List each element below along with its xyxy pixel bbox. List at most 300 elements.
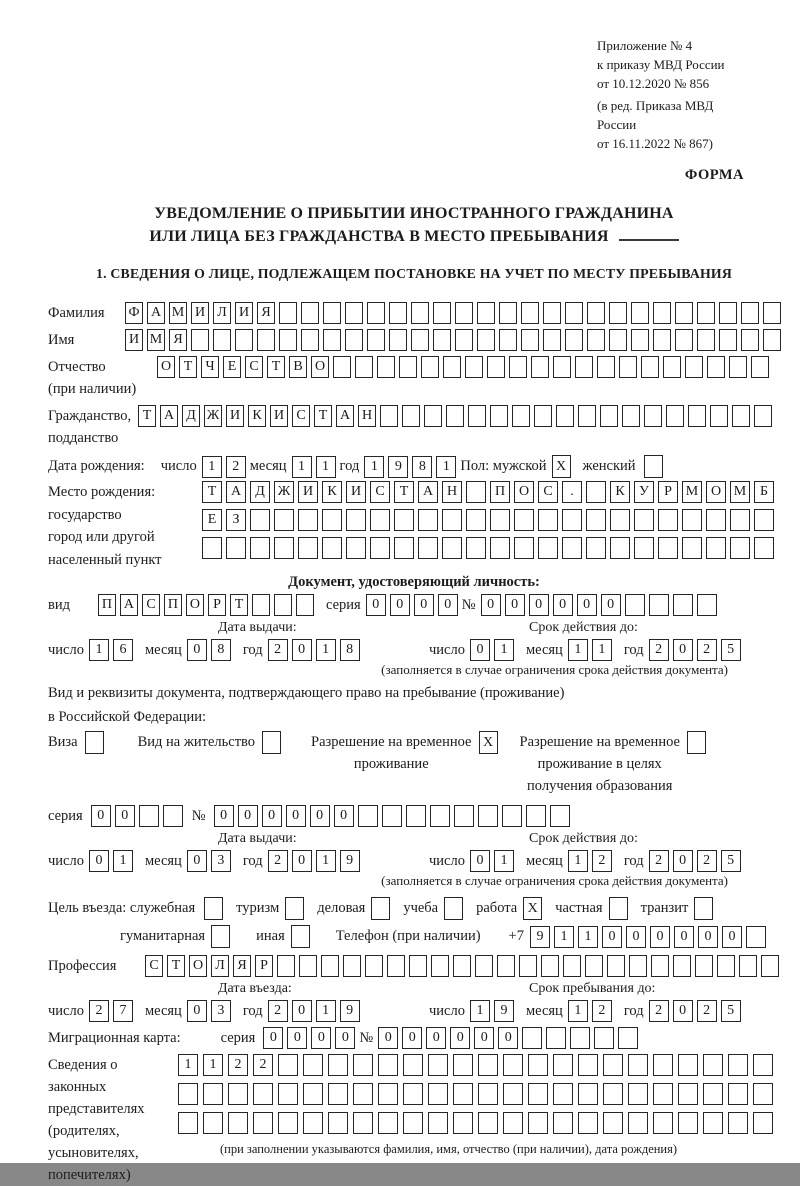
char-cell[interactable]: М bbox=[730, 481, 750, 503]
char-cell[interactable] bbox=[431, 955, 449, 977]
char-cell[interactable]: С bbox=[538, 481, 558, 503]
char-cell[interactable] bbox=[543, 302, 561, 324]
char-cell[interactable]: 1 bbox=[470, 1000, 490, 1022]
char-cell[interactable] bbox=[644, 405, 662, 427]
char-cell[interactable]: 1 bbox=[202, 456, 222, 478]
char-cell[interactable]: 0 bbox=[450, 1027, 470, 1049]
char-cell[interactable] bbox=[346, 537, 366, 559]
char-cell[interactable] bbox=[678, 1083, 698, 1105]
char-cell[interactable]: М bbox=[147, 329, 165, 351]
stay-series-boxes[interactable] bbox=[91, 805, 187, 827]
char-cell[interactable] bbox=[296, 594, 314, 616]
char-cell[interactable] bbox=[278, 1083, 298, 1105]
char-cell[interactable] bbox=[468, 405, 486, 427]
char-cell[interactable]: Ч bbox=[201, 356, 219, 378]
valid-month-boxes[interactable] bbox=[568, 639, 616, 661]
char-cell[interactable] bbox=[490, 537, 510, 559]
char-cell[interactable] bbox=[763, 329, 781, 351]
char-cell[interactable] bbox=[631, 329, 649, 351]
char-cell[interactable]: 2 bbox=[268, 850, 288, 872]
char-cell[interactable]: 0 bbox=[722, 926, 742, 948]
char-cell[interactable] bbox=[610, 509, 630, 531]
char-cell[interactable] bbox=[534, 405, 552, 427]
sex-female-checkbox[interactable] bbox=[644, 455, 667, 478]
char-cell[interactable]: О bbox=[189, 955, 207, 977]
char-cell[interactable] bbox=[703, 1083, 723, 1105]
char-cell[interactable]: 0 bbox=[366, 594, 386, 616]
char-cell[interactable] bbox=[728, 1083, 748, 1105]
char-cell[interactable] bbox=[402, 405, 420, 427]
char-cell[interactable] bbox=[587, 329, 605, 351]
char-cell[interactable] bbox=[603, 1054, 623, 1076]
char-cell[interactable]: Н bbox=[358, 405, 376, 427]
char-cell[interactable] bbox=[618, 1027, 638, 1049]
char-cell[interactable] bbox=[403, 1054, 423, 1076]
char-cell[interactable] bbox=[644, 455, 663, 478]
char-cell[interactable] bbox=[389, 329, 407, 351]
char-cell[interactable] bbox=[421, 356, 439, 378]
char-cell[interactable] bbox=[628, 1112, 648, 1134]
char-cell[interactable]: 1 bbox=[316, 1000, 336, 1022]
char-cell[interactable]: 8 bbox=[211, 639, 231, 661]
char-cell[interactable]: Ф bbox=[125, 302, 143, 324]
char-cell[interactable]: 0 bbox=[214, 805, 234, 827]
char-cell[interactable] bbox=[453, 955, 471, 977]
char-cell[interactable]: 2 bbox=[253, 1054, 273, 1076]
char-cell[interactable] bbox=[729, 356, 747, 378]
char-cell[interactable] bbox=[586, 481, 606, 503]
char-cell[interactable]: Л bbox=[211, 955, 229, 977]
char-cell[interactable]: И bbox=[125, 329, 143, 351]
char-cell[interactable]: 0 bbox=[187, 639, 207, 661]
char-cell[interactable] bbox=[688, 405, 706, 427]
char-cell[interactable]: 0 bbox=[91, 805, 111, 827]
char-cell[interactable] bbox=[478, 1083, 498, 1105]
char-cell[interactable] bbox=[409, 955, 427, 977]
char-cell[interactable] bbox=[250, 537, 270, 559]
char-cell[interactable]: 1 bbox=[113, 850, 133, 872]
char-cell[interactable]: Д bbox=[250, 481, 270, 503]
entry-month-boxes[interactable] bbox=[187, 1000, 235, 1022]
char-cell[interactable]: 0 bbox=[187, 850, 207, 872]
char-cell[interactable]: 2 bbox=[649, 639, 669, 661]
char-cell[interactable]: 2 bbox=[228, 1054, 248, 1076]
char-cell[interactable] bbox=[509, 356, 527, 378]
char-cell[interactable]: 1 bbox=[364, 456, 384, 478]
birth-year-boxes[interactable] bbox=[364, 456, 460, 478]
char-cell[interactable] bbox=[610, 537, 630, 559]
char-cell[interactable]: 0 bbox=[438, 594, 458, 616]
char-cell[interactable] bbox=[274, 594, 292, 616]
char-cell[interactable]: И bbox=[346, 481, 366, 503]
char-cell[interactable]: С bbox=[142, 594, 160, 616]
char-cell[interactable] bbox=[298, 537, 318, 559]
char-cell[interactable]: 3 bbox=[211, 850, 231, 872]
sex-male-checkbox[interactable] bbox=[552, 455, 575, 478]
char-cell[interactable]: И bbox=[191, 302, 209, 324]
char-cell[interactable] bbox=[345, 329, 363, 351]
char-cell[interactable] bbox=[358, 805, 378, 827]
char-cell[interactable] bbox=[322, 537, 342, 559]
char-cell[interactable] bbox=[622, 405, 640, 427]
until-day-boxes[interactable] bbox=[470, 1000, 518, 1022]
char-cell[interactable] bbox=[433, 302, 451, 324]
char-cell[interactable] bbox=[706, 509, 726, 531]
char-cell[interactable]: 1 bbox=[568, 1000, 588, 1022]
char-cell[interactable]: 2 bbox=[649, 1000, 669, 1022]
char-cell[interactable] bbox=[519, 955, 537, 977]
char-cell[interactable] bbox=[499, 329, 517, 351]
char-cell[interactable] bbox=[455, 302, 473, 324]
char-cell[interactable] bbox=[550, 805, 570, 827]
char-cell[interactable]: А bbox=[160, 405, 178, 427]
char-cell[interactable]: X bbox=[479, 731, 498, 754]
char-cell[interactable] bbox=[291, 925, 310, 948]
char-cell[interactable]: 2 bbox=[697, 850, 717, 872]
char-cell[interactable] bbox=[629, 955, 647, 977]
char-cell[interactable]: 0 bbox=[402, 1027, 422, 1049]
char-cell[interactable]: В bbox=[289, 356, 307, 378]
char-cell[interactable] bbox=[503, 1083, 523, 1105]
char-cell[interactable] bbox=[553, 1112, 573, 1134]
char-cell[interactable]: Е bbox=[202, 509, 222, 531]
char-cell[interactable] bbox=[675, 329, 693, 351]
char-cell[interactable] bbox=[538, 537, 558, 559]
char-cell[interactable]: 0 bbox=[474, 1027, 494, 1049]
char-cell[interactable] bbox=[570, 1027, 590, 1049]
char-cell[interactable] bbox=[298, 509, 318, 531]
char-cell[interactable]: А bbox=[120, 594, 138, 616]
char-cell[interactable] bbox=[653, 1054, 673, 1076]
doc-series-boxes[interactable] bbox=[366, 594, 462, 616]
char-cell[interactable] bbox=[603, 1083, 623, 1105]
char-cell[interactable] bbox=[250, 509, 270, 531]
char-cell[interactable]: А bbox=[226, 481, 246, 503]
char-cell[interactable] bbox=[430, 805, 450, 827]
char-cell[interactable] bbox=[728, 1112, 748, 1134]
char-cell[interactable]: 0 bbox=[674, 926, 694, 948]
char-cell[interactable]: Ж bbox=[204, 405, 222, 427]
char-cell[interactable] bbox=[453, 1054, 473, 1076]
char-cell[interactable]: Т bbox=[179, 356, 197, 378]
char-cell[interactable] bbox=[163, 805, 183, 827]
char-cell[interactable] bbox=[697, 302, 715, 324]
char-cell[interactable] bbox=[565, 329, 583, 351]
char-cell[interactable] bbox=[562, 509, 582, 531]
char-cell[interactable] bbox=[353, 1054, 373, 1076]
temp-residence-checkbox[interactable] bbox=[479, 731, 502, 754]
char-cell[interactable] bbox=[634, 537, 654, 559]
char-cell[interactable]: М bbox=[682, 481, 702, 503]
char-cell[interactable] bbox=[191, 329, 209, 351]
char-cell[interactable] bbox=[279, 302, 297, 324]
char-cell[interactable] bbox=[556, 405, 574, 427]
char-cell[interactable]: 9 bbox=[388, 456, 408, 478]
char-cell[interactable] bbox=[553, 1054, 573, 1076]
char-cell[interactable]: Я bbox=[169, 329, 187, 351]
checkbox-rabota[interactable] bbox=[523, 897, 546, 920]
char-cell[interactable]: 0 bbox=[115, 805, 135, 827]
char-cell[interactable]: Д bbox=[182, 405, 200, 427]
char-cell[interactable] bbox=[697, 594, 717, 616]
char-cell[interactable] bbox=[754, 405, 772, 427]
char-cell[interactable]: 2 bbox=[89, 1000, 109, 1022]
char-cell[interactable] bbox=[211, 925, 230, 948]
char-cell[interactable]: 2 bbox=[226, 456, 246, 478]
char-cell[interactable]: 9 bbox=[340, 850, 360, 872]
char-cell[interactable] bbox=[204, 897, 223, 920]
char-cell[interactable]: 0 bbox=[698, 926, 718, 948]
char-cell[interactable] bbox=[453, 1083, 473, 1105]
char-cell[interactable]: 1 bbox=[178, 1054, 198, 1076]
char-cell[interactable]: 1 bbox=[494, 639, 514, 661]
char-cell[interactable] bbox=[443, 356, 461, 378]
char-cell[interactable]: 1 bbox=[592, 639, 612, 661]
representatives-row3-boxes[interactable] bbox=[178, 1112, 778, 1134]
char-cell[interactable] bbox=[466, 537, 486, 559]
char-cell[interactable] bbox=[673, 594, 693, 616]
char-cell[interactable]: 0 bbox=[481, 594, 501, 616]
stay-valid-year-boxes[interactable] bbox=[649, 850, 745, 872]
char-cell[interactable] bbox=[628, 1054, 648, 1076]
char-cell[interactable]: М bbox=[169, 302, 187, 324]
char-cell[interactable] bbox=[303, 1083, 323, 1105]
char-cell[interactable] bbox=[730, 509, 750, 531]
char-cell[interactable] bbox=[322, 509, 342, 531]
char-cell[interactable] bbox=[753, 1083, 773, 1105]
stay-number-boxes[interactable] bbox=[214, 805, 574, 827]
char-cell[interactable] bbox=[499, 302, 517, 324]
char-cell[interactable] bbox=[631, 302, 649, 324]
char-cell[interactable]: 6 bbox=[113, 639, 133, 661]
checkbox-delovaya[interactable] bbox=[371, 897, 394, 920]
char-cell[interactable]: 2 bbox=[697, 1000, 717, 1022]
char-cell[interactable] bbox=[685, 356, 703, 378]
char-cell[interactable] bbox=[301, 302, 319, 324]
char-cell[interactable] bbox=[442, 509, 462, 531]
char-cell[interactable] bbox=[446, 405, 464, 427]
visa-checkbox[interactable] bbox=[85, 731, 108, 754]
char-cell[interactable] bbox=[454, 805, 474, 827]
char-cell[interactable] bbox=[497, 955, 515, 977]
char-cell[interactable] bbox=[303, 1112, 323, 1134]
char-cell[interactable] bbox=[277, 955, 295, 977]
char-cell[interactable] bbox=[763, 302, 781, 324]
char-cell[interactable] bbox=[585, 955, 603, 977]
char-cell[interactable] bbox=[178, 1112, 198, 1134]
char-cell[interactable] bbox=[378, 1054, 398, 1076]
until-year-boxes[interactable] bbox=[649, 1000, 745, 1022]
char-cell[interactable]: 0 bbox=[287, 1027, 307, 1049]
citizenship-boxes[interactable] bbox=[138, 405, 776, 427]
char-cell[interactable]: 0 bbox=[292, 639, 312, 661]
representatives-row1-boxes[interactable] bbox=[178, 1054, 778, 1076]
char-cell[interactable] bbox=[389, 302, 407, 324]
doc-kind-boxes[interactable] bbox=[98, 594, 318, 616]
char-cell[interactable] bbox=[444, 897, 463, 920]
char-cell[interactable] bbox=[428, 1054, 448, 1076]
char-cell[interactable] bbox=[442, 537, 462, 559]
char-cell[interactable] bbox=[328, 1112, 348, 1134]
char-cell[interactable] bbox=[706, 537, 726, 559]
char-cell[interactable] bbox=[213, 329, 231, 351]
char-cell[interactable] bbox=[502, 805, 522, 827]
char-cell[interactable]: И bbox=[226, 405, 244, 427]
char-cell[interactable] bbox=[563, 955, 581, 977]
char-cell[interactable] bbox=[328, 1083, 348, 1105]
char-cell[interactable] bbox=[455, 329, 473, 351]
char-cell[interactable] bbox=[687, 731, 706, 754]
char-cell[interactable]: Т bbox=[138, 405, 156, 427]
char-cell[interactable] bbox=[394, 537, 414, 559]
edu-residence-checkbox[interactable] bbox=[687, 731, 710, 754]
checkbox-sluzhebnaya[interactable] bbox=[204, 897, 227, 920]
char-cell[interactable] bbox=[490, 405, 508, 427]
char-cell[interactable] bbox=[594, 1027, 614, 1049]
char-cell[interactable]: 1 bbox=[554, 926, 574, 948]
char-cell[interactable]: 0 bbox=[262, 805, 282, 827]
profession-boxes[interactable] bbox=[145, 955, 783, 977]
char-cell[interactable]: 0 bbox=[529, 594, 549, 616]
char-cell[interactable] bbox=[609, 329, 627, 351]
phone-boxes[interactable] bbox=[530, 926, 770, 948]
char-cell[interactable] bbox=[466, 509, 486, 531]
until-month-boxes[interactable] bbox=[568, 1000, 616, 1022]
char-cell[interactable]: 5 bbox=[721, 1000, 741, 1022]
char-cell[interactable] bbox=[578, 1083, 598, 1105]
char-cell[interactable]: Т bbox=[267, 356, 285, 378]
char-cell[interactable] bbox=[418, 509, 438, 531]
char-cell[interactable] bbox=[301, 329, 319, 351]
issue-month-boxes[interactable] bbox=[187, 639, 235, 661]
char-cell[interactable]: Р bbox=[255, 955, 273, 977]
char-cell[interactable] bbox=[586, 509, 606, 531]
char-cell[interactable]: Р bbox=[208, 594, 226, 616]
char-cell[interactable] bbox=[649, 594, 669, 616]
char-cell[interactable] bbox=[719, 329, 737, 351]
char-cell[interactable] bbox=[609, 897, 628, 920]
char-cell[interactable] bbox=[279, 329, 297, 351]
char-cell[interactable]: X bbox=[552, 455, 571, 478]
char-cell[interactable] bbox=[514, 509, 534, 531]
char-cell[interactable] bbox=[285, 897, 304, 920]
char-cell[interactable]: Ж bbox=[274, 481, 294, 503]
char-cell[interactable] bbox=[323, 329, 341, 351]
char-cell[interactable] bbox=[526, 805, 546, 827]
char-cell[interactable] bbox=[252, 594, 270, 616]
char-cell[interactable]: С bbox=[245, 356, 263, 378]
char-cell[interactable] bbox=[139, 805, 159, 827]
char-cell[interactable]: А bbox=[336, 405, 354, 427]
char-cell[interactable]: Л bbox=[213, 302, 231, 324]
char-cell[interactable]: 0 bbox=[498, 1027, 518, 1049]
char-cell[interactable] bbox=[418, 537, 438, 559]
char-cell[interactable] bbox=[424, 405, 442, 427]
char-cell[interactable] bbox=[478, 805, 498, 827]
char-cell[interactable] bbox=[562, 537, 582, 559]
birthplace-row2-boxes[interactable] bbox=[202, 509, 778, 531]
char-cell[interactable] bbox=[466, 481, 486, 503]
char-cell[interactable] bbox=[228, 1083, 248, 1105]
char-cell[interactable] bbox=[253, 1083, 273, 1105]
char-cell[interactable] bbox=[465, 356, 483, 378]
birth-day-boxes[interactable] bbox=[202, 456, 250, 478]
checkbox-inaya[interactable] bbox=[291, 925, 314, 948]
char-cell[interactable] bbox=[730, 537, 750, 559]
char-cell[interactable] bbox=[428, 1112, 448, 1134]
char-cell[interactable]: П bbox=[490, 481, 510, 503]
char-cell[interactable] bbox=[528, 1054, 548, 1076]
char-cell[interactable] bbox=[710, 405, 728, 427]
char-cell[interactable] bbox=[365, 955, 383, 977]
char-cell[interactable] bbox=[380, 405, 398, 427]
char-cell[interactable]: 2 bbox=[268, 1000, 288, 1022]
char-cell[interactable]: 1 bbox=[292, 456, 312, 478]
char-cell[interactable] bbox=[739, 955, 757, 977]
char-cell[interactable]: 0 bbox=[390, 594, 410, 616]
valid-year-boxes[interactable] bbox=[649, 639, 745, 661]
char-cell[interactable]: 1 bbox=[578, 926, 598, 948]
char-cell[interactable] bbox=[514, 537, 534, 559]
char-cell[interactable]: 1 bbox=[316, 850, 336, 872]
char-cell[interactable] bbox=[274, 537, 294, 559]
char-cell[interactable]: И bbox=[298, 481, 318, 503]
birthplace-row1-boxes[interactable] bbox=[202, 481, 778, 503]
char-cell[interactable]: З bbox=[226, 509, 246, 531]
char-cell[interactable]: 1 bbox=[89, 639, 109, 661]
char-cell[interactable]: 0 bbox=[89, 850, 109, 872]
entry-year-boxes[interactable] bbox=[268, 1000, 364, 1022]
char-cell[interactable]: 0 bbox=[426, 1027, 446, 1049]
char-cell[interactable] bbox=[403, 1112, 423, 1134]
char-cell[interactable]: 9 bbox=[340, 1000, 360, 1022]
char-cell[interactable] bbox=[695, 955, 713, 977]
char-cell[interactable]: 2 bbox=[592, 1000, 612, 1022]
char-cell[interactable]: 5 bbox=[721, 639, 741, 661]
char-cell[interactable] bbox=[682, 509, 702, 531]
char-cell[interactable] bbox=[707, 356, 725, 378]
char-cell[interactable]: 3 bbox=[211, 1000, 231, 1022]
char-cell[interactable]: 1 bbox=[203, 1054, 223, 1076]
char-cell[interactable] bbox=[367, 302, 385, 324]
char-cell[interactable] bbox=[226, 537, 246, 559]
birthplace-row3-boxes[interactable] bbox=[202, 537, 778, 559]
char-cell[interactable] bbox=[538, 509, 558, 531]
char-cell[interactable] bbox=[370, 509, 390, 531]
char-cell[interactable] bbox=[477, 302, 495, 324]
char-cell[interactable]: Т bbox=[314, 405, 332, 427]
char-cell[interactable] bbox=[278, 1112, 298, 1134]
char-cell[interactable] bbox=[586, 537, 606, 559]
char-cell[interactable]: 0 bbox=[470, 850, 490, 872]
char-cell[interactable] bbox=[541, 955, 559, 977]
mc-series-boxes[interactable] bbox=[263, 1027, 359, 1049]
char-cell[interactable]: 1 bbox=[316, 456, 336, 478]
mc-number-boxes[interactable] bbox=[378, 1027, 642, 1049]
checkbox-ucheba[interactable] bbox=[444, 897, 467, 920]
valid-day-boxes[interactable] bbox=[470, 639, 518, 661]
char-cell[interactable]: 0 bbox=[286, 805, 306, 827]
char-cell[interactable]: У bbox=[634, 481, 654, 503]
char-cell[interactable] bbox=[658, 509, 678, 531]
char-cell[interactable]: 0 bbox=[673, 639, 693, 661]
char-cell[interactable] bbox=[503, 1112, 523, 1134]
char-cell[interactable]: 1 bbox=[568, 850, 588, 872]
char-cell[interactable]: 0 bbox=[626, 926, 646, 948]
char-cell[interactable]: К bbox=[248, 405, 266, 427]
char-cell[interactable]: 0 bbox=[335, 1027, 355, 1049]
char-cell[interactable]: 2 bbox=[649, 850, 669, 872]
